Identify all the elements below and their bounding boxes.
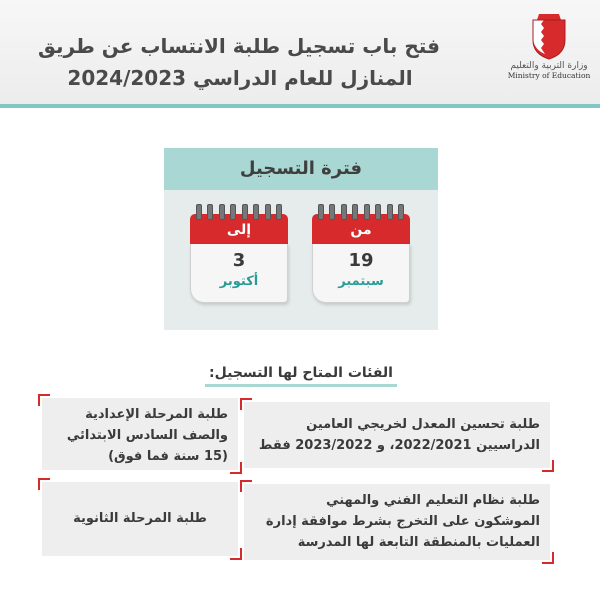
categories-heading-underline <box>205 384 397 387</box>
category-line: العمليات بالمنطقة التابعة لها المدرسة <box>297 535 540 550</box>
calendar-to <box>190 214 288 306</box>
calendar-to-body <box>190 244 288 303</box>
period-title: فترة التسجيل <box>164 148 438 190</box>
category-line: الموشكون على التخرج بشرط موافقة إدارة <box>265 514 540 529</box>
category-line: (15 سنة فما فوق) <box>108 449 228 464</box>
registration-period-card <box>164 148 438 330</box>
category-box-secondary <box>42 482 238 556</box>
calendar-from-body <box>312 244 410 303</box>
calendar-rings <box>318 204 404 220</box>
emblem-icon <box>529 14 569 60</box>
page-title <box>37 30 440 94</box>
calendar-from <box>312 214 410 306</box>
calendar-to-day: 3 <box>232 250 246 271</box>
logo-arabic-text: وزارة التربية والتعليم <box>510 61 588 71</box>
logo-english-text: Ministry of Education <box>507 71 591 80</box>
category-box-technical-vocational <box>244 484 550 560</box>
calendar-from-label: من <box>312 214 410 244</box>
calendar-from-month: سبتمبر <box>338 274 384 289</box>
category-box-intermediate <box>42 398 238 470</box>
title-line-2: المنازل للعام الدراسي 2024/2023 <box>67 66 413 90</box>
ministry-logo <box>505 14 593 100</box>
category-line: الدراسيين 2022/2021، و 2023/2022 فقط <box>258 438 540 453</box>
category-line: والصف السادس الابتدائي <box>66 428 228 443</box>
category-line: طلبة نظام التعليم الفني والمهني <box>326 493 540 508</box>
category-line: طلبة المرحلة الثانوية <box>73 511 207 526</box>
title-line-1: فتح باب تسجيل طلبة الانتساب عن طريق <box>37 34 440 58</box>
categories-heading: الفئات المتاح لها التسجيل: <box>209 365 393 381</box>
header-divider <box>0 104 600 108</box>
category-line: طلبة المرحلة الإعدادية <box>85 407 228 422</box>
calendar-to-month: أكتوبر <box>219 274 259 289</box>
calendar-from-day: 19 <box>348 250 374 271</box>
calendar-to-label: إلى <box>190 214 288 244</box>
category-line: طلبة تحسين المعدل لخريجي العامين <box>306 417 540 432</box>
header-bar <box>0 0 600 108</box>
category-box-grade-improvement <box>244 402 550 468</box>
calendar-rings <box>196 204 282 220</box>
